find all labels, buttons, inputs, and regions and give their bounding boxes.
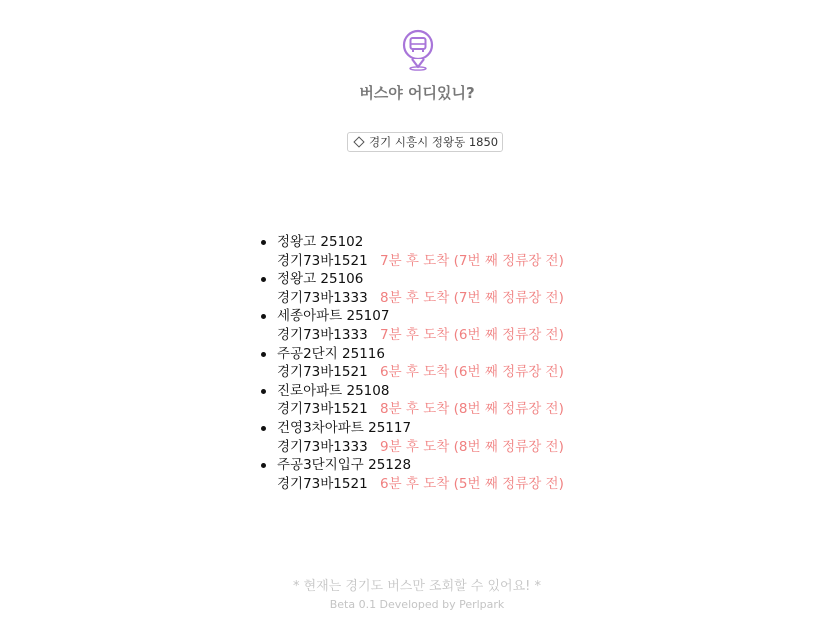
stop-name: 정왕고 25102 <box>277 234 364 250</box>
bus-row <box>277 363 564 382</box>
location-diamond-icon <box>353 136 364 147</box>
bullet-icon <box>261 426 266 431</box>
stop-name: 주공2단지 25116 <box>277 345 385 362</box>
bullet-icon <box>261 277 266 282</box>
bus-plate: 경기73바1521 <box>277 475 368 492</box>
list-item <box>277 382 564 419</box>
arrival-info: 6분 후 도착 (6번 째 정류장 전) <box>380 364 564 381</box>
stop-name: 정왕고 25106 <box>277 271 364 288</box>
footer-note: * 현재는 경기도 버스만 조회할 수 있어요! * <box>292 579 542 594</box>
bus-stop-list <box>277 233 564 493</box>
bus-row <box>277 289 564 308</box>
bullet-icon <box>261 314 266 319</box>
arrival-info: 9분 후 도착 (8번 째 정류장 전) <box>380 438 564 455</box>
bullet-icon <box>261 463 266 468</box>
list-item <box>277 419 564 456</box>
bus-plate: 경기73바1333 <box>277 289 368 306</box>
stop-name: 주공3단지입구 25128 <box>277 457 412 474</box>
bus-plate: 경기73바1333 <box>277 438 368 455</box>
list-item <box>277 233 564 270</box>
location-button[interactable] <box>347 132 503 152</box>
bus-row <box>277 326 564 345</box>
arrival-info: 7분 후 도착 (7번 째 정류장 전) <box>380 252 564 269</box>
bullet-icon <box>261 240 266 245</box>
list-item <box>277 307 564 344</box>
list-item <box>277 456 564 493</box>
bullet-icon <box>261 389 266 394</box>
arrival-info: 6분 후 도착 (5번 째 정류장 전) <box>380 475 564 492</box>
bus-plate: 경기73바1333 <box>277 326 368 343</box>
bus-row <box>277 475 564 494</box>
list-item <box>277 345 564 382</box>
stop-name: 세종아파트 25107 <box>277 308 390 325</box>
stop-name: 진로아파트 25108 <box>277 382 390 399</box>
bus-row <box>277 252 564 271</box>
arrival-info: 8분 후 도착 (8번 째 정류장 전) <box>380 401 564 418</box>
arrival-info: 8분 후 도착 (7번 째 정류장 전) <box>380 289 564 306</box>
bus-row <box>277 400 564 419</box>
stop-name: 건영3차아파트 25117 <box>277 419 412 436</box>
footer-credit: Beta 0.1 Developed by Perlpark <box>329 598 505 611</box>
bus-plate: 경기73바1521 <box>277 401 368 418</box>
arrival-info: 7분 후 도착 (6번 째 정류장 전) <box>380 326 564 343</box>
bus-location-pin-icon <box>401 29 435 71</box>
list-item <box>277 270 564 307</box>
bullet-icon <box>261 352 266 357</box>
bus-plate: 경기73바1521 <box>277 364 368 381</box>
page-title: 버스야 어디있니? <box>359 84 475 102</box>
bus-plate: 경기73바1521 <box>277 252 368 269</box>
bus-row <box>277 438 564 457</box>
location-label: 경기 시흥시 정왕동 1850 <box>369 135 499 149</box>
